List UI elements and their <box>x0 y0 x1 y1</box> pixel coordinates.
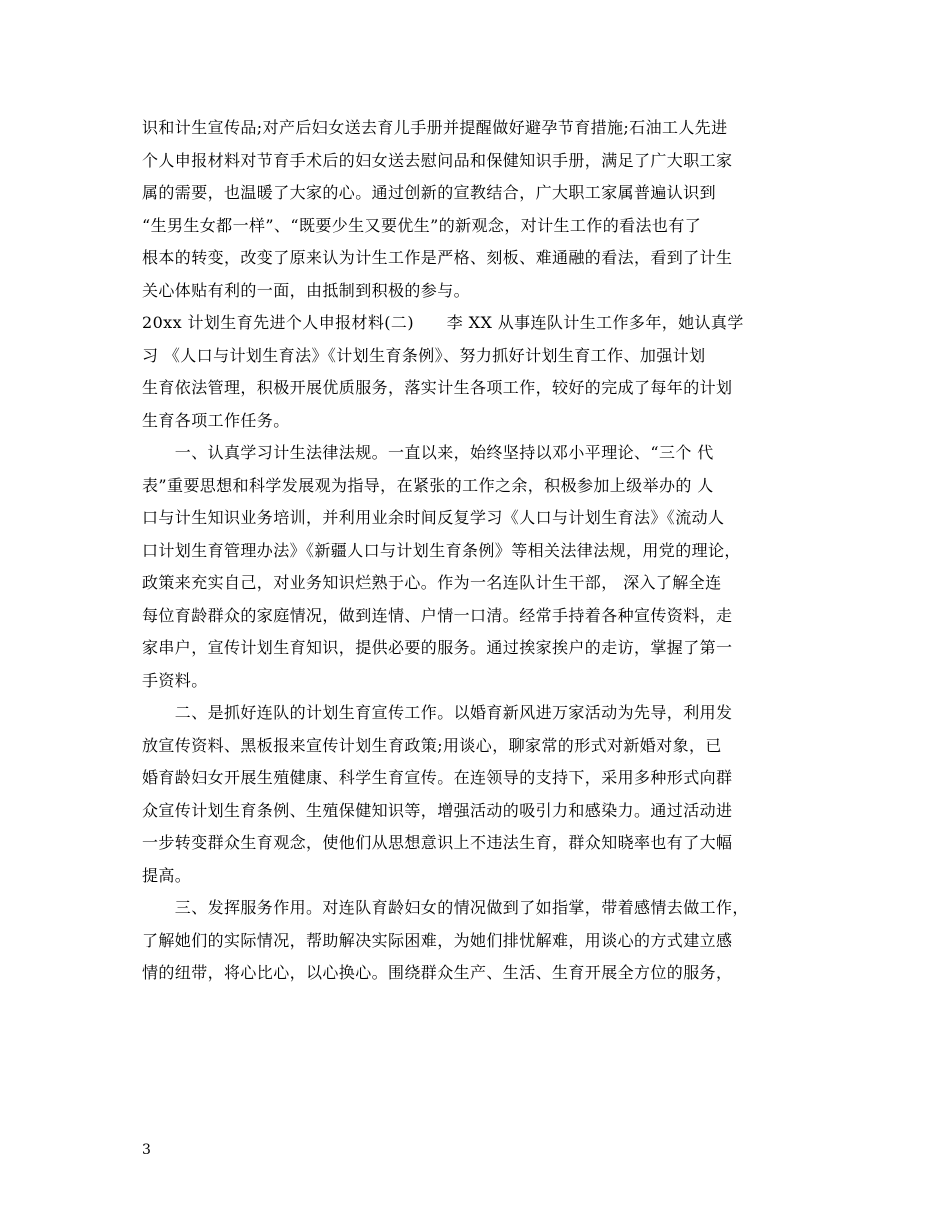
text-line: 生育各项工作任务。 <box>142 410 290 430</box>
text-line: 情的纽带，将心比心，以心换心。围绕群众生产、生活、生育开展全方位的服务， <box>142 963 733 982</box>
text-line: 口计划生育管理办法》《新疆人口与计划生育条例》等相关法律法规，用党的理论， <box>142 540 741 560</box>
text-line: 手资料。 <box>142 670 208 690</box>
text-line: 识和计生宣传品;对产后妇女送去育儿手册并提醒做好避孕节育措施;石油工人先进 <box>142 118 728 137</box>
text-line: 了解她们的实际情况，帮助解决实际困难，为她们排忧解难，用谈心的方式建立感 <box>142 930 733 950</box>
page-number: 3 <box>142 1142 151 1158</box>
text-line: 口与计生知识业务培训，并利用业余时间反复学习《人口与计划生育法》《流动人 <box>142 508 725 527</box>
text-line: 每位育龄群众的家庭情况，做到连情、户情一口清。经常手持着各种宣传资料，走 <box>142 605 733 625</box>
text-line: 提高。 <box>142 865 192 885</box>
text-line: 20xx 计划生育先进个人申报材料(二) 李 XX 从事连队计生工作多年，她认真学 <box>142 313 744 332</box>
text-line: “生男生女都一样”、“既要少生又要优生”的新观念，对计生工作的看法也有了 <box>142 215 702 235</box>
text-line: 习 《人口与计划生育法》《计划生育条例》、努力抓好计划生育工作、加强计划 <box>142 345 706 365</box>
text-line: 生育依法管理，积极开展优质服务，落实计生各项工作，较好的完成了每年的计划 <box>142 378 733 397</box>
text-line: 政策来充实自己，对业务知识烂熟于心。作为一名连队计生干部， 深入了解全连 <box>142 573 722 592</box>
text-line: 一步转变群众生育观念，使他们从思想意识上不违法生育，群众知晓率也有了大幅 <box>142 833 733 852</box>
text-line: 婚育龄妇女开展生殖健康、科学生育宣传。在连领导的支持下，采用多种形式向群 <box>142 768 733 787</box>
text-line: 二、是抓好连队的计划生育宣传工作。以婚育新风进万家活动为先导，利用发 <box>142 703 733 722</box>
text-line: 表”重要思想和科学发展观为指导，在紧张的工作之余，积极参加上级举办的 人 <box>142 475 714 495</box>
text-line: 个人申报材料对节育手术后的妇女送去慰问品和保健知识手册，满足了广大职工家 <box>142 150 733 170</box>
text-line: 一、认真学习计生法律法规。一直以来，始终坚持以邓小平理论、“三个 代 <box>142 443 714 462</box>
text-line: 家串户，宣传计划生育知识，提供必要的服务。通过挨家挨户的走访，掌握了第一 <box>142 638 733 657</box>
text-line: 放宣传资料、黑板报来宣传计划生育政策;用谈心，聊家常的形式对新婚对象，已 <box>142 735 722 755</box>
text-line: 属的需要，也温暖了大家的心。通过创新的宣教结合，广大职工家属普遍认识到 <box>142 183 717 202</box>
text-line: 关心体贴有利的一面，由抵制到积极的参与。 <box>142 280 471 300</box>
text-line: 根本的转变，改变了原来认为计生工作是严格、刻板、难通融的看法，看到了计生 <box>142 248 733 267</box>
body-text <box>142 112 822 990</box>
text-line: 众宣传计划生育条例、生殖保健知识等，增强活动的吸引力和感染力。通过活动进 <box>142 800 733 820</box>
text-line: 三、发挥服务作用。对连队育龄妇女的情况做到了如指掌，带着感情去做工作， <box>142 898 749 917</box>
